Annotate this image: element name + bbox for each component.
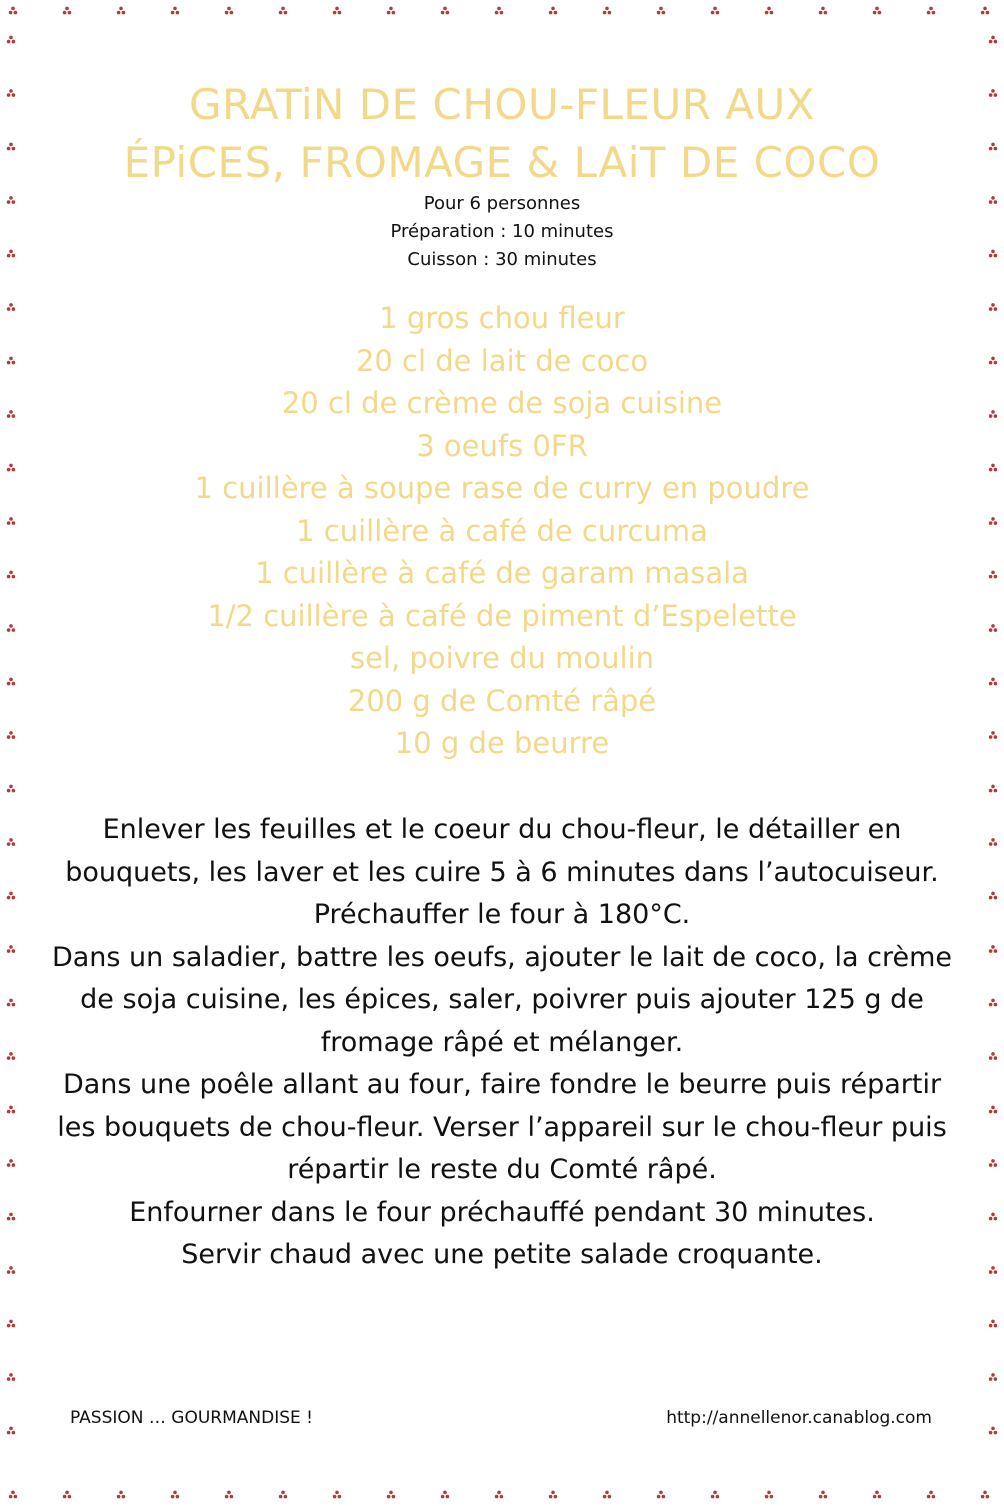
border-dot-cluster <box>765 7 773 15</box>
recipe-title <box>40 76 964 192</box>
border-dot-cluster <box>495 7 503 15</box>
border-dot-cluster <box>603 7 611 15</box>
border-dot-cluster <box>7 410 15 418</box>
border-dot-cluster <box>989 678 997 686</box>
border-dot-cluster <box>657 7 665 15</box>
border-dot-cluster <box>989 838 997 846</box>
border-dot-cluster <box>989 303 997 311</box>
instruction-step: Enlever les feuilles et le coeur du chou-fleur, le détailler en bouquets, les laver et les cuire 5 à 6 minutes dans l’autocuiseur. <box>65 814 939 888</box>
border-dot-cluster <box>989 1320 997 1328</box>
border-dot-cluster <box>989 1052 997 1060</box>
border-dot-cluster <box>989 1427 997 1435</box>
border-dot-cluster <box>989 945 997 953</box>
border-dot-cluster <box>7 36 15 44</box>
border-dot-cluster <box>7 357 15 365</box>
border-dot-cluster <box>387 1491 395 1499</box>
border-dot-cluster <box>989 357 997 365</box>
border-dot-cluster <box>819 7 827 15</box>
border-dot-cluster <box>225 1491 233 1499</box>
border-dot-cluster <box>171 7 179 15</box>
border-dot-cluster <box>7 1052 15 1060</box>
cook-time: Cuisson : 30 minutes <box>407 249 597 270</box>
decorative-border-bottom <box>0 1484 1004 1506</box>
border-dot-cluster <box>333 1491 341 1499</box>
instruction-step: Préchauffer le four à 180°C. <box>313 899 691 930</box>
border-dot-cluster <box>989 999 997 1007</box>
border-dot-cluster <box>7 571 15 579</box>
border-dot-cluster <box>989 1159 997 1167</box>
decorative-border-left <box>0 0 22 1506</box>
border-dot-cluster <box>989 1266 997 1274</box>
border-dot-cluster <box>989 89 997 97</box>
border-dot-cluster <box>441 7 449 15</box>
border-dot-cluster <box>711 7 719 15</box>
border-dot-cluster <box>7 250 15 258</box>
border-dot-cluster <box>225 7 233 15</box>
border-dot-cluster <box>7 785 15 793</box>
border-dot-cluster <box>7 303 15 311</box>
instruction-step: Dans une poêle allant au four, faire fondre le beurre puis répartir les bouquets de chou-fleur. Verser l’appareil sur le chou-fleur puis répartir le reste du Comté râpé. <box>57 1069 947 1185</box>
ingredient-item: 1 cuillère à café de garam masala <box>255 556 749 590</box>
border-dot-cluster <box>7 1106 15 1114</box>
border-dot-cluster <box>989 196 997 204</box>
border-dot-cluster <box>989 785 997 793</box>
ingredient-item: 20 cl de lait de coco <box>355 343 649 378</box>
border-dot-cluster <box>603 1491 611 1499</box>
border-dot-cluster <box>873 1491 881 1499</box>
servings: Pour 6 personnes <box>423 193 581 214</box>
border-dot-cluster <box>7 517 15 525</box>
border-dot-cluster <box>7 838 15 846</box>
ingredient-item: 200 g de Comté râpé <box>347 683 657 718</box>
border-dot-cluster <box>989 143 997 151</box>
border-dot-cluster <box>7 1159 15 1167</box>
border-dot-cluster <box>117 7 125 15</box>
border-dot-cluster <box>7 1320 15 1328</box>
border-dot-cluster <box>989 571 997 579</box>
border-dot-cluster <box>927 1491 935 1499</box>
border-dot-cluster <box>927 7 935 15</box>
ingredients-list <box>40 297 964 765</box>
footer-tagline: PASSION … GOURMANDISE ! <box>70 1408 313 1428</box>
border-dot-cluster <box>7 999 15 1007</box>
border-dot-cluster <box>7 143 15 151</box>
border-dot-cluster <box>7 892 15 900</box>
ingredient-item: 1 cuillère à café de curcuma <box>296 513 708 548</box>
instruction-step: Enfourner dans le four préchauffé pendant 30 minutes. <box>129 1196 875 1228</box>
border-dot-cluster <box>171 1491 179 1499</box>
border-dot-cluster <box>63 1491 71 1499</box>
border-dot-cluster <box>989 517 997 525</box>
prep-time: Préparation : 10 minutes <box>390 221 614 242</box>
ingredient-item: 1 cuillère à soupe rase de curry en poudre <box>194 471 810 505</box>
border-dot-cluster <box>989 250 997 258</box>
border-dot-cluster <box>387 7 395 15</box>
border-dot-cluster <box>7 1266 15 1274</box>
ingredient-item: 10 g de beurre <box>394 726 610 760</box>
border-dot-cluster <box>7 678 15 686</box>
border-dot-cluster <box>441 1491 449 1499</box>
border-dot-cluster <box>7 89 15 97</box>
ingredient-item: 20 cl de crème de soja cuisine <box>281 386 723 420</box>
border-dot-cluster <box>7 624 15 632</box>
border-dot-cluster <box>711 1491 719 1499</box>
decorative-border-top <box>0 0 1004 22</box>
decorative-border-right <box>982 0 1004 1506</box>
instruction-step: Servir chaud avec une petite salade croquante. <box>181 1239 823 1270</box>
border-dot-cluster <box>549 1491 557 1499</box>
border-dot-cluster <box>819 1491 827 1499</box>
border-dot-cluster <box>989 410 997 418</box>
border-dot-cluster <box>7 1373 15 1381</box>
ingredient-item: 1/2 cuillère à café de piment d’Espelette <box>207 598 797 633</box>
border-dot-cluster <box>333 7 341 15</box>
border-dot-cluster <box>989 1106 997 1114</box>
border-dot-cluster <box>989 1373 997 1381</box>
border-dot-cluster <box>989 624 997 632</box>
border-dot-cluster <box>765 1491 773 1499</box>
border-dot-cluster <box>7 731 15 739</box>
recipe-title-line-2: ÉPiCES, FROMAGE & LAiT DE COCO <box>123 138 881 187</box>
border-dot-cluster <box>7 1427 15 1435</box>
border-dot-cluster <box>873 7 881 15</box>
border-dot-cluster <box>7 196 15 204</box>
recipe-meta <box>40 190 964 274</box>
ingredient-item: 3 oeufs 0FR <box>416 428 588 463</box>
border-dot-cluster <box>989 36 997 44</box>
border-dot-cluster <box>549 7 557 15</box>
border-dot-cluster <box>657 1491 665 1499</box>
instructions <box>50 809 954 1277</box>
border-dot-cluster <box>279 7 287 15</box>
border-dot-cluster <box>279 1491 287 1499</box>
ingredient-item: 1 gros chou fleur <box>379 301 625 335</box>
border-dot-cluster <box>117 1491 125 1499</box>
ingredient-item: sel, poivre du moulin <box>349 641 655 675</box>
border-dot-cluster <box>989 1213 997 1221</box>
recipe-title-line-1: GRATiN DE CHOU-FLEUR AUX <box>188 80 815 129</box>
border-dot-cluster <box>989 892 997 900</box>
border-dot-cluster <box>7 1213 15 1221</box>
footer-url: http://annellenor.canablog.com <box>666 1408 932 1428</box>
border-dot-cluster <box>495 1491 503 1499</box>
border-dot-cluster <box>7 464 15 472</box>
border-dot-cluster <box>989 731 997 739</box>
border-dot-cluster <box>989 464 997 472</box>
border-dot-cluster <box>63 7 71 15</box>
instruction-step: Dans un saladier, battre les oeufs, ajouter le lait de coco, la crème de soja cuisine, les épices, saler, poivrer puis ajouter 125 g de fromage râpé et mélanger. <box>51 941 953 1058</box>
border-dot-cluster <box>7 945 15 953</box>
